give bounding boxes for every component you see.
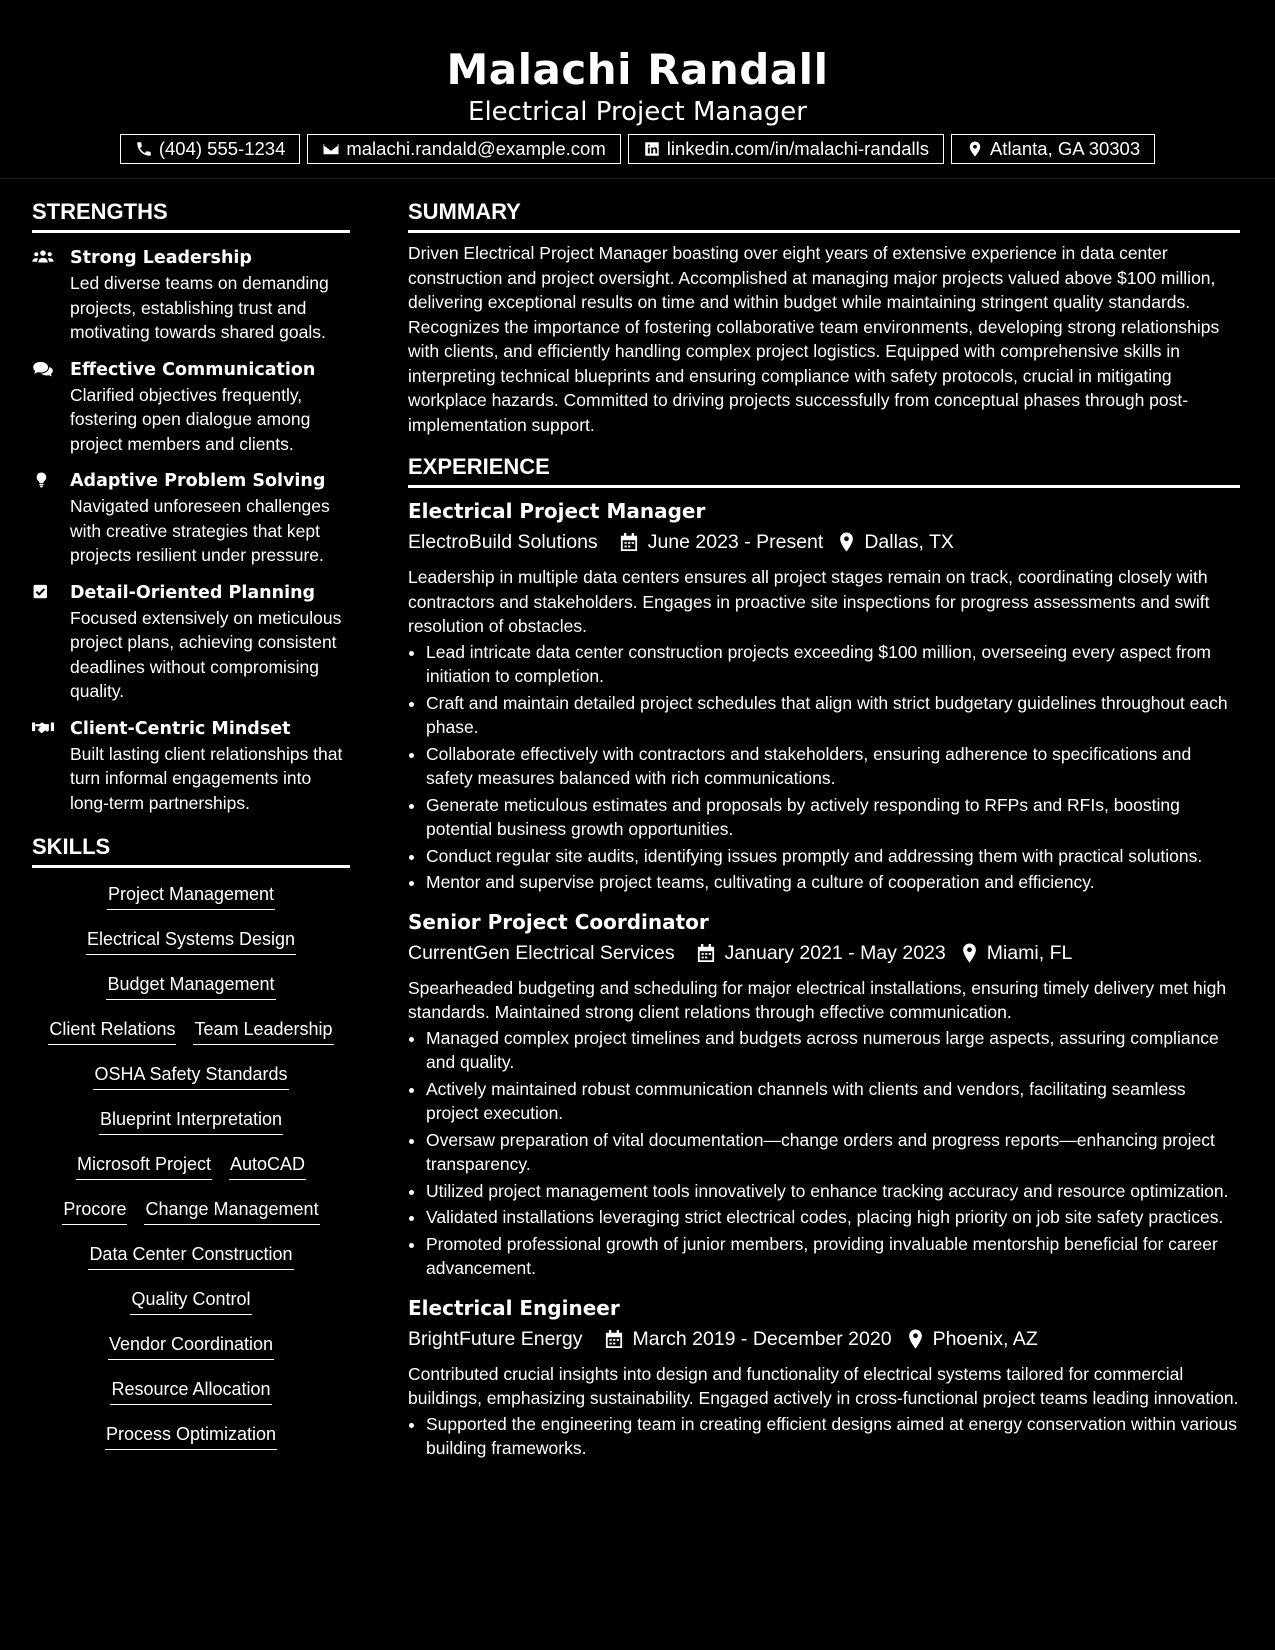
skill-tag: Process Optimization	[105, 1422, 277, 1450]
strength-desc: Focused extensively on meticulous project plans, achieving consistent deadlines without compromising quality.	[70, 607, 342, 701]
strength-desc: Led diverse teams on demanding projects, establishing trust and motivating towards shared goals.	[70, 273, 329, 342]
skill-tag: Client Relations	[48, 1017, 176, 1045]
skill-tag: AutoCAD	[229, 1152, 306, 1180]
calendar-icon	[697, 943, 715, 963]
envelope-icon	[322, 140, 340, 158]
left-column	[32, 198, 350, 1463]
map-marker-icon	[966, 140, 984, 158]
job-bullet: • Promoted professional growth of junior members, providing invaluable mentorship beneficial for career advancement.	[426, 1232, 1240, 1281]
handshake-icon	[32, 719, 54, 737]
check-square-icon	[32, 583, 54, 601]
job-bullet: • Supported the engineering team in creating efficient designs aimed at energy conservation within various building frameworks.	[426, 1412, 1240, 1461]
skill-tag: OSHA Safety Standards	[93, 1062, 288, 1090]
job-bullets	[408, 640, 1240, 895]
job-role: Electrical Engineer	[408, 1295, 620, 1320]
experience-heading: EXPERIENCE	[408, 453, 1240, 488]
summary-heading: SUMMARY	[408, 198, 1240, 233]
strengths-heading: STRENGTHS	[32, 198, 350, 233]
job-location: Phoenix, AZ	[932, 1327, 1038, 1350]
job-role: Senior Project Coordinator	[408, 909, 709, 934]
map-marker-icon	[962, 943, 977, 963]
job-company: BrightFuture Energy	[408, 1327, 583, 1350]
users-icon	[32, 248, 54, 266]
job-company: ElectroBuild Solutions	[408, 531, 598, 553]
calendar-icon	[620, 532, 638, 552]
contact-linkedin[interactable]	[628, 134, 944, 164]
skill-tag: Vendor Coordination	[108, 1332, 274, 1360]
strength-item	[32, 468, 350, 568]
job-dates: March 2019 - December 2020	[632, 1327, 892, 1350]
linkedin-icon	[643, 140, 661, 158]
strength-item	[32, 245, 350, 345]
job-meta	[408, 527, 1240, 557]
skill-tag: Budget Management	[106, 972, 275, 1000]
skills-heading: SKILLS	[32, 833, 350, 868]
job-bullet: • Utilized project management tools innovatively to enhance tracking accuracy and resource optimization.	[426, 1179, 1240, 1204]
candidate-name: Malachi Randall	[446, 45, 829, 94]
strength-desc: Navigated unforeseen challenges with creative strategies that kept projects resilient under pressure.	[70, 496, 330, 565]
email-text: malachi.randald@example.com	[346, 138, 606, 159]
skill-tag: Resource Allocation	[110, 1377, 271, 1405]
skill-tag: Blueprint Interpretation	[99, 1107, 283, 1135]
strength-item	[32, 716, 350, 816]
skill-tag: Data Center Construction	[88, 1242, 293, 1270]
resume-header	[0, 0, 1275, 164]
skills-list	[32, 878, 350, 1463]
strength-title: Strong Leadership	[70, 248, 252, 268]
strength-title: Detail-Oriented Planning	[70, 582, 316, 603]
job-description: Leadership in multiple data centers ensures all project stages remain on track, coordinating closely with contractors and stakeholders. Engages in proactive site inspections for progress assessments and swift resolution of obstacles.	[408, 567, 1210, 636]
job-meta	[408, 938, 1240, 968]
job-meta	[408, 1324, 1240, 1354]
job-bullet: • Managed complex project timelines and budgets across numerous large aspects, assuring compliance and quality.	[426, 1026, 1240, 1075]
linkedin-text: linkedin.com/in/malachi-randalls	[666, 138, 929, 159]
job-description: Contributed crucial insights into design and functionality of electrical systems tailored for commercial buildings, emphasizing sustainability. Engaged actively in cross-functional project teams leading innovation.	[408, 1363, 1239, 1408]
skill-tag: Electrical Systems Design	[86, 927, 296, 955]
job-dates: January 2021 - May 2023	[724, 941, 946, 964]
strength-title: Effective Communication	[70, 359, 316, 380]
skill-tag: Project Management	[107, 882, 275, 910]
skill-tag: Team Leadership	[193, 1017, 333, 1045]
lightbulb-icon	[32, 471, 54, 489]
map-marker-icon	[839, 532, 854, 552]
contact-bar	[0, 134, 1275, 164]
calendar-icon	[605, 1329, 623, 1349]
job-bullet: • Generate meticulous estimates and proposals by actively responding to RFPs and RFIs, boosting potential business growth opportunities.	[426, 793, 1240, 842]
strength-title: Adaptive Problem Solving	[70, 471, 326, 491]
skill-tag: Procore	[62, 1197, 127, 1225]
job-description: Spearheaded budgeting and scheduling for major electrical installations, ensuring timely delivery met high standards. Maintained strong client relations through effective communication.	[408, 977, 1227, 1022]
job-bullet: • Mentor and supervise project teams, cultivating a culture of cooperation and efficiency.	[426, 870, 1240, 895]
right-column	[408, 198, 1240, 1463]
strength-item	[32, 357, 350, 457]
strength-item	[32, 580, 350, 704]
job-entry	[408, 907, 1240, 1281]
job-role: Electrical Project Manager	[408, 499, 706, 523]
strength-desc: Clarified objectives frequently, fostering open dialogue among project members and clients.	[70, 384, 311, 454]
job-bullet: • Craft and maintain detailed project schedules that align with strict budgetary guidelines throughout each phase.	[426, 691, 1240, 740]
job-location: Dallas, TX	[864, 531, 954, 553]
contact-email[interactable]	[307, 134, 620, 164]
job-bullet: • Conduct regular site audits, identifying issues promptly and addressing them with practical solutions.	[426, 844, 1240, 869]
strength-desc: Built lasting client relationships that turn informal engagements into long-term partnerships.	[70, 743, 343, 813]
job-entry	[408, 1293, 1240, 1461]
strength-title: Client-Centric Mindset	[70, 718, 291, 739]
summary-text: Driven Electrical Project Manager boasting over eight years of extensive experience in data center construction and project oversight. Accomplished at managing major projects valued above $100 million, delivering exceptional results on time and within budget while maintaining stringent quality standards. Recognizes the importance of fostering collaborative team environments, developing strong relationships with clients, and efficiently handling complex project logistics. Equipped with comprehensive skills in interpreting technical blueprints and ensuring compliance with safety protocols, crucial in mitigating workplace hazards. Committed to driving projects successfully from conceptual phases through post-implementation support.	[408, 243, 1220, 435]
comments-icon	[32, 360, 54, 378]
skill-tag: Microsoft Project	[76, 1152, 212, 1180]
job-bullet: • Lead intricate data center construction projects exceeding $100 million, overseeing every aspect from initiation to completion.	[426, 640, 1240, 689]
job-location: Miami, FL	[986, 941, 1073, 964]
job-bullets	[408, 1026, 1240, 1281]
job-entry	[408, 496, 1240, 895]
job-bullet: • Collaborate effectively with contractors and stakeholders, ensuring adherence to specifications and safety measures balanced with rich communications.	[426, 742, 1240, 791]
skill-tag: Change Management	[144, 1197, 319, 1225]
candidate-title: Electrical Project Manager	[468, 97, 807, 127]
phone-icon	[135, 140, 153, 158]
location-text: Atlanta, GA 30303	[989, 138, 1141, 159]
job-bullet: • Validated installations leveraging strict electrical codes, placing high priority on job site safety practices.	[426, 1205, 1240, 1230]
job-bullet: • Oversaw preparation of vital documentation—change orders and progress reports—enhancing project transparency.	[426, 1128, 1240, 1177]
skill-tag: Quality Control	[130, 1287, 251, 1315]
job-dates: June 2023 - Present	[647, 531, 824, 553]
contact-location	[951, 134, 1155, 164]
job-bullets	[408, 1412, 1240, 1461]
contact-phone[interactable]	[120, 134, 301, 164]
job-company: CurrentGen Electrical Services	[408, 941, 675, 964]
phone-text: (404) 555-1234	[158, 138, 286, 159]
header-divider	[0, 178, 1275, 179]
map-marker-icon	[908, 1329, 923, 1349]
job-bullet: • Actively maintained robust communication channels with clients and vendors, facilitating seamless project execution.	[426, 1077, 1240, 1126]
strengths-list	[32, 245, 350, 815]
